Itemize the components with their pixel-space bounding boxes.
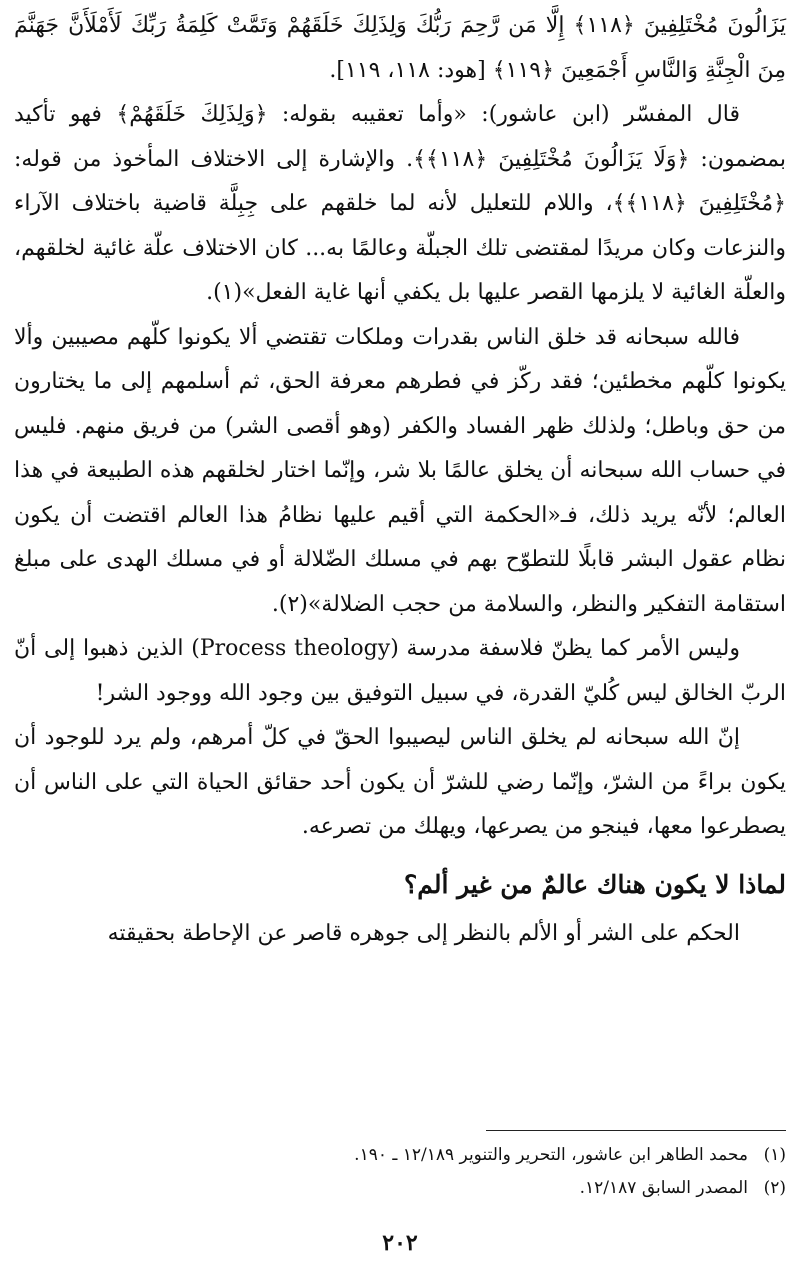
process-theology-paragraph: وليس الأمر كما يظنّ فلاسفة مدرسة (Process theology) الذين ذهبوا إلى أنّ الربّ الخالق ليس كُليّ القدرة، في سبيل التوفيق بين وجود الله ووجود الشر! xyxy=(14,636,786,706)
closing-paragraph: الحكم على الشر أو الألم بالنظر إلى جوهره قاصر عن الإحاطة بحقيقته xyxy=(107,920,740,946)
body-paragraph: فالله سبحانه قد خلق الناس بقدرات وملكات تقتضي ألا يكونوا كلّهم مصيبين وألا يكونوا كلّهم مخطئين؛ فقد ركّز في فطرهم معرفة الحق، ثم أسلمهم إلى ما يختارون من حق وباطل؛ ولذلك ظهر الفساد والكفر (وهو أقصى الشر) من فريق منهم. فليس في حساب الله سبحانه أن يخلق عالمًا بلا شر، وإنّما اختار لخلقهم هذه الطبيعة في هذا العالم؛ لأنّه يريد ذلك، فـ«الحكمة التي أقيم عليها نظامُ هذا العالم اقتضت أن يكون نظام عقول البشر قابلًا للتطوّح بهم في مسلك الضّلالة أو في مسلك الهدى على مبلغ استقامة التفكير والنظر، والسلامة من حجب الضلالة»(٢). xyxy=(14,324,786,617)
footnote-number: (٢) xyxy=(763,1178,786,1198)
footnote-text: المصدر السابق ١٢/١٨٧. xyxy=(579,1178,748,1198)
page-number: ٢٠٢ xyxy=(382,1230,418,1256)
footnote-item xyxy=(14,1172,786,1205)
footnotes xyxy=(14,1130,786,1205)
quran-verse-paragraph: يَزَالُونَ مُخْتَلِفِينَ ﴿١١٨﴾ إِلَّا مَن رَّحِمَ رَبُّكَ وَلِذَلِكَ خَلَقَهُمْ وَتَمَّتْ كَلِمَةُ رَبِّكَ لَأَمْلَأَنَّ جَهَنَّمَ مِنَ الْجِنَّةِ وَالنَّاسِ أَجْمَعِينَ ﴿١١٩﴾ [هود: ١١٨، ١١٩]. xyxy=(14,13,786,83)
tafsir-quote-paragraph: قال المفسّر (ابن عاشور): «وأما تعقيبه بقوله: ﴿وَلِذَلِكَ خَلَقَهُمْ﴾ فهو تأكيد بمضمون: ﴿وَلَا يَزَالُونَ مُخْتَلِفِينَ ﴿١١٨﴾﴾. والإشارة إلى الاختلاف المأخوذ من قوله: ﴿مُخْتَلِفِينَ ﴿١١٨﴾﴾، واللام للتعليل لأنه لما خلقهم على جِبِلَّة قاضية باختلاف الآراء والنزعات وكان مريدًا لمقتضى تلك الجبلّة وعالمًا به... كان الاختلاف علّة غائية لخلقهم، والعلّة الغائية لا يلزمها القصر عليها بل يكفي أنها غاية الفعل»(١). xyxy=(14,102,786,305)
footnote-divider xyxy=(486,1130,786,1131)
section-heading: لماذا لا يكون هناك عالمٌ من غير ألم؟ xyxy=(403,869,786,899)
footnote-item xyxy=(14,1139,786,1172)
footnote-number: (١) xyxy=(763,1145,786,1165)
body-paragraph: إنّ الله سبحانه لم يخلق الناس ليصيبوا الحقّ في كلّ أمرهم، ولم يرد للوجود أن يكون براءً من الشرّ، وإنّما رضي للشرّ أن يكون أحد حقائق الحياة التي على الناس أن يصطرعوا معها، فينجو من يصرعها، ويهلك من تصرعه. xyxy=(14,725,786,839)
footnote-text: محمد الطاهر ابن عاشور، التحرير والتنوير ١٢/١٨٩ ـ ١٩٠. xyxy=(354,1145,748,1165)
book-page xyxy=(14,0,786,1268)
